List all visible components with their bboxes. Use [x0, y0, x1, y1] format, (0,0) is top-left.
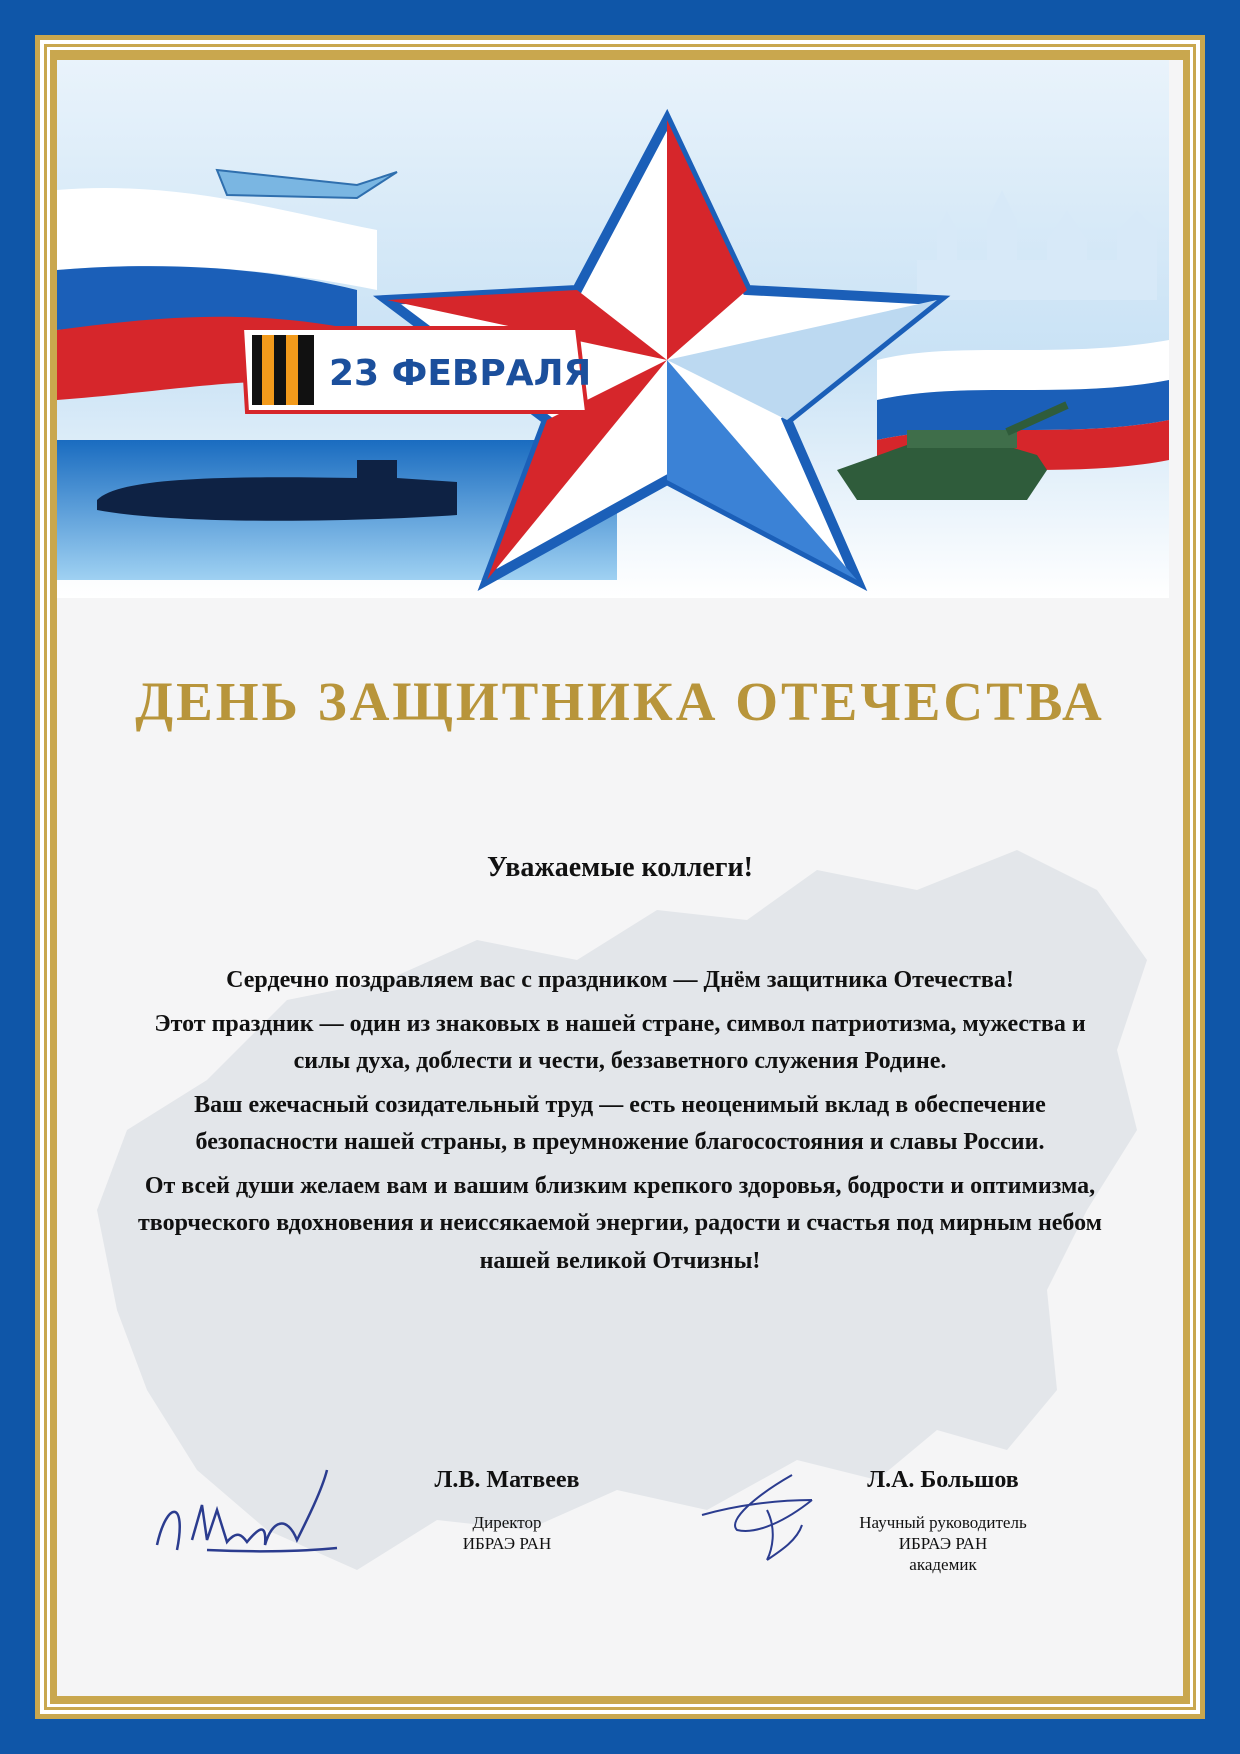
certificate-paper	[57, 60, 1183, 1696]
paragraph: Этот праздник — один из знаковых в нашей стране, символ патриотизма, мужества и силы духа, доблести и чести, беззаветного служения Родине.	[154, 1010, 1086, 1074]
signatory-name: Л.А. Большов	[867, 1467, 1019, 1493]
page-title: ДЕНЬ ЗАЩИТНИКА ОТЕЧЕСТВА	[135, 671, 1105, 732]
signatory-role: Директор ИБРАЭ РАН	[462, 1513, 552, 1553]
greeting: Уважаемые коллеги!	[487, 852, 753, 883]
paragraph: Ваш ежечасный созидательный труд — есть неоценимый вклад в обеспечение безопасности нашей страны, в преумножение благосостояния и славы России.	[194, 1091, 1046, 1155]
date-label: 23 ФЕВРАЛЯ	[329, 353, 592, 394]
signatory-role: Научный руководитель ИБРАЭ РАН академик	[859, 1513, 1027, 1574]
paragraph: От всей души желаем вам и вашим близким крепкого здоровья, бодрости и оптимизма, творческого вдохновения и неиссякаемой энергии, радости и счастья под мирным небом нашей великой Отчизны!	[137, 1172, 1102, 1274]
congratulation-text	[127, 962, 1113, 1286]
paragraph: Сердечно поздравляем вас с праздником — Днём защитника Отечества!	[226, 967, 1014, 993]
banner-illustration	[57, 60, 1169, 598]
signature-matveev	[147, 1460, 347, 1570]
signatory-name: Л.В. Матвеев	[434, 1467, 580, 1493]
